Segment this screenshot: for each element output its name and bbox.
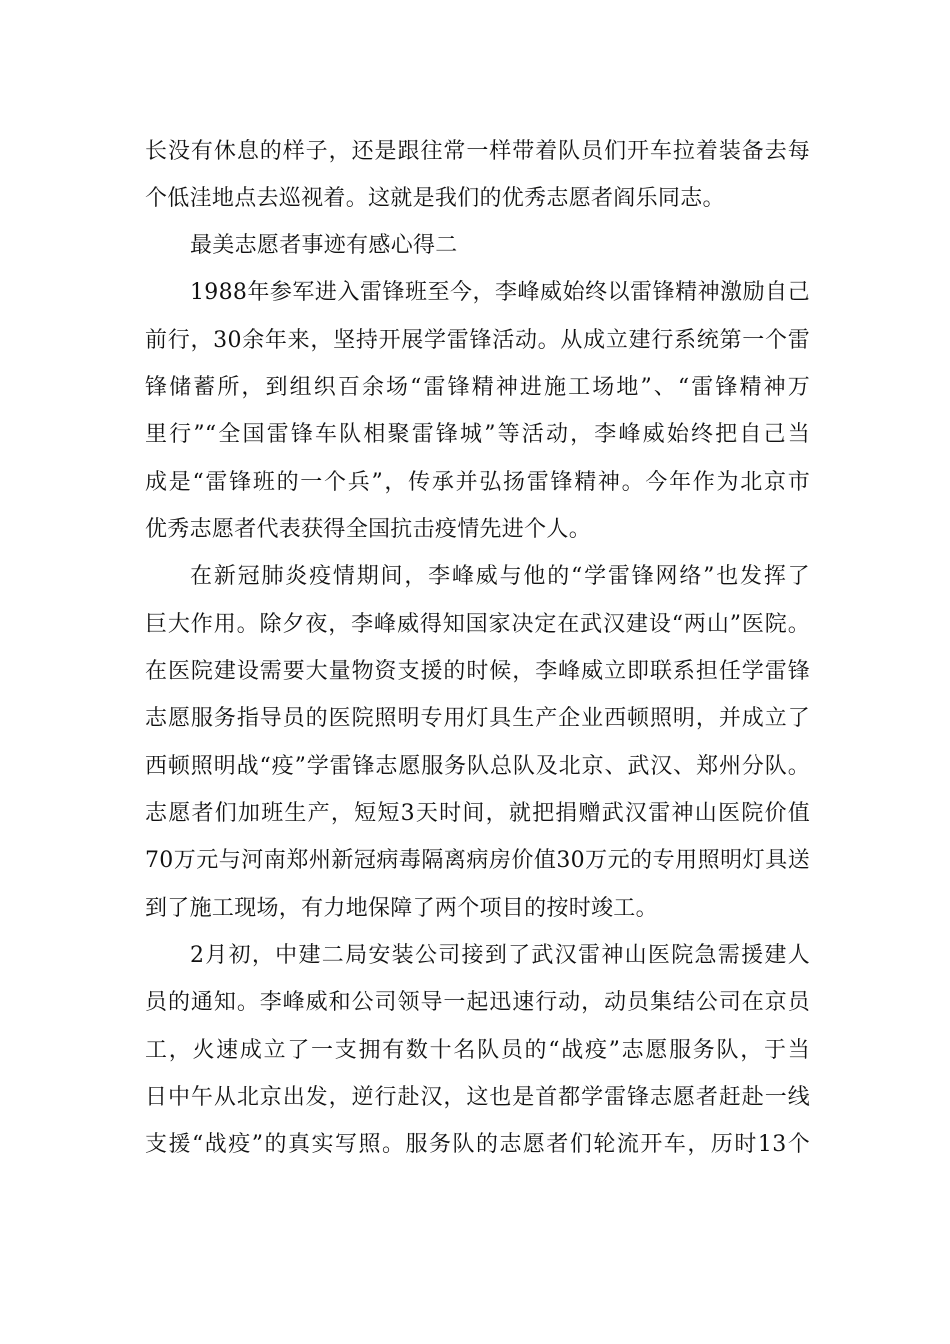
text-line: 2月初，中建二局安装公司接到了武汉雷神山医院急需援建人: [190, 943, 810, 968]
text-line: 在新冠肺炎疫情期间，李峰威与他的“学雷锋网络”也发挥了: [190, 564, 810, 589]
text-line: 到了施工现场，有力地保障了两个项目的按时竣工。: [145, 896, 658, 921]
text-line: 在医院建设需要大量物资支援的时候，李峰威立即联系担任学雷锋: [145, 659, 810, 684]
text-line: 锋储蓄所，到组织百余场“雷锋精神进施工场地”、“雷锋精神万: [145, 375, 810, 400]
text-line: 成是“雷锋班的一个兵”，传承并弘扬雷锋精神。今年作为北京市: [145, 470, 810, 495]
text-line: 个低洼地点去巡视着。这就是我们的优秀志愿者阎乐同志。: [145, 186, 725, 211]
text-line: 1988年参军进入雷锋班至今，李峰威始终以雷锋精神激励自己: [190, 280, 810, 305]
text-line: 长没有休息的样子，还是跟往常一样带着队员们开车拉着装备去每: [145, 139, 810, 164]
section-heading: 最美志愿者事迹有感心得二: [190, 233, 458, 258]
text-line: 工，火速成立了一支拥有数十名队员的“战疫”志愿服务队，于当: [145, 1038, 810, 1063]
text-line: 优秀志愿者代表获得全国抗击疫情先进个人。: [145, 517, 592, 542]
text-line: 志愿者们加班生产，短短3天时间，就把捐赠武汉雷神山医院价值: [145, 801, 810, 826]
text-line: 70万元与河南郑州新冠病毒隔离病房价值30万元的专用照明灯具送: [145, 848, 810, 873]
text-line: 志愿服务指导员的医院照明专用灯具生产企业西顿照明，并成立了: [145, 706, 810, 731]
text-line: 西顿照明战“疫”学雷锋志愿服务队总队及北京、武汉、郑州分队。: [145, 754, 810, 779]
text-line: 前行，30余年来，坚持开展学雷锋活动。从成立建行系统第一个雷: [145, 328, 810, 353]
text-line: 员的通知。李峰威和公司领导一起迅速行动，动员集结公司在京员: [145, 990, 810, 1015]
text-line: 巨大作用。除夕夜，李峰威得知国家决定在武汉建设“两山”医院。: [145, 612, 810, 637]
text-line: 支援“战疫”的真实写照。服务队的志愿者们轮流开车，历时13个: [145, 1132, 810, 1157]
text-line: 里行”“全国雷锋车队相聚雷锋城”等活动，李峰威始终把自己当: [145, 422, 810, 447]
text-line: 日中午从北京出发，逆行赴汉，这也是首都学雷锋志愿者赶赴一线: [145, 1085, 810, 1110]
